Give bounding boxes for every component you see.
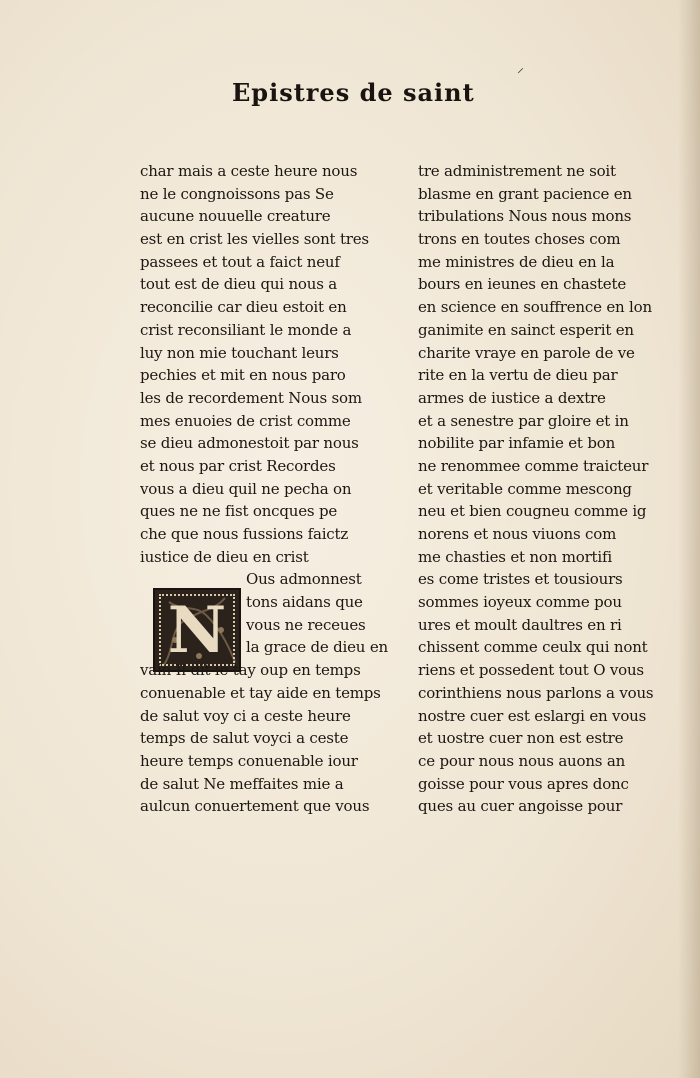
text-line: la grace de dieu en	[246, 638, 388, 657]
text-line: riens et possedent tout O vous	[418, 661, 644, 680]
text-line: corinthiens nous parlons a vous	[418, 683, 654, 702]
text-line: aulcun conuertement que vous	[140, 797, 370, 816]
text-line: armes de iustice a dextre	[418, 388, 606, 407]
text-line: che que nous fussions faictz	[140, 525, 349, 543]
text-line: ce pour nous nous auons an	[418, 751, 626, 770]
text-line: ques au cuer angoisse pour	[418, 797, 623, 816]
text-line: sommes ioyeux comme pou	[418, 593, 622, 612]
text-line: pechies et mit en nous paro	[140, 366, 346, 385]
text-line: nobilite par infamie et bon	[418, 434, 616, 453]
text-line: ganimite en sainct esperit en	[418, 320, 634, 339]
text-line: vain Il dit ie tay oup en temps	[140, 661, 361, 680]
text-line: me ministres de dieu en la	[418, 252, 615, 271]
text-line: ne le congnoissons pas Se	[140, 184, 334, 203]
text-line: trons en toutes choses com	[418, 230, 621, 249]
text-line: et veritable comme mescong	[418, 479, 632, 498]
text-line: est en crist les vielles sont tres	[140, 230, 369, 249]
text-line: tout est de dieu qui nous a	[140, 275, 338, 294]
text-line: passees et tout a faict neuf	[140, 252, 340, 271]
text-line: luy non mie touchant leurs	[140, 343, 339, 362]
text-line: rite en la vertu de dieu par	[418, 366, 618, 385]
text-line: charite vraye en parole de ve	[418, 343, 635, 362]
text-line: de salut Ne meffaites mie a	[140, 774, 344, 793]
text-column-right	[418, 160, 668, 818]
initial-letter: N	[167, 592, 227, 668]
text-line: tribulations Nous nous mons	[418, 207, 632, 226]
text-line: mes enuoies de crist comme	[140, 411, 351, 430]
text-line: les de recordement Nous som	[140, 388, 362, 407]
text-line: conuenable et tay aide en temps	[140, 683, 381, 702]
text-line: goisse pour vous apres donc	[418, 774, 629, 793]
text-line: neu et bien cougneu comme ig	[418, 502, 647, 521]
text-line: ques ne ne fist oncques pe	[140, 502, 338, 521]
text-line: nostre cuer est eslargi en vous	[418, 706, 647, 725]
text-line: me chasties et non mortifi	[418, 547, 612, 566]
text-line: ne renommee comme traicteur	[418, 456, 649, 475]
text-line: de salut voy ci a ceste heure	[140, 706, 351, 725]
page-gutter-shadow	[678, 0, 700, 1078]
text-line: et a senestre par gloire et in	[418, 411, 629, 430]
text-line: crist reconsiliant le monde a	[140, 320, 352, 339]
text-line: tons aidans que	[246, 593, 363, 612]
text-line: norens et nous viuons com	[418, 525, 617, 543]
text-line: iustice de dieu en crist	[140, 547, 309, 566]
text-line: tre administrement ne soit	[418, 162, 616, 180]
text-line: et nous par crist Recordes	[140, 456, 336, 475]
text-line: bours en ieunes en chastete	[418, 275, 626, 294]
text-line: Ous admonnest	[246, 570, 362, 589]
text-line: temps de salut voyci a ceste	[140, 729, 349, 748]
text-line: et uostre cuer non est estre	[418, 729, 624, 748]
margin-tick-mark: ⸍	[517, 66, 524, 82]
text-line: es come tristes et tousiours	[418, 570, 623, 589]
text-line: blasme en grant pacience en	[418, 184, 632, 203]
text-column-left	[140, 160, 395, 818]
text-line: ures et moult daultres en ri	[418, 615, 622, 634]
text-line: vous a dieu quil ne pecha on	[140, 479, 352, 498]
text-line: reconcilie car dieu estoit en	[140, 298, 347, 317]
text-line: vous ne receues	[246, 615, 366, 634]
text-line: aucune nouuelle creature	[140, 207, 331, 226]
text-line: en science en souffrence en lon	[418, 298, 652, 317]
running-head: Epistres de saint	[232, 78, 475, 107]
text-line: se dieu admonestoit par nous	[140, 434, 359, 453]
text-line: heure temps conuenable iour	[140, 751, 358, 770]
text-line: char mais a ceste heure nous	[140, 162, 358, 180]
text-line: chissent comme ceulx qui nont	[418, 638, 648, 657]
